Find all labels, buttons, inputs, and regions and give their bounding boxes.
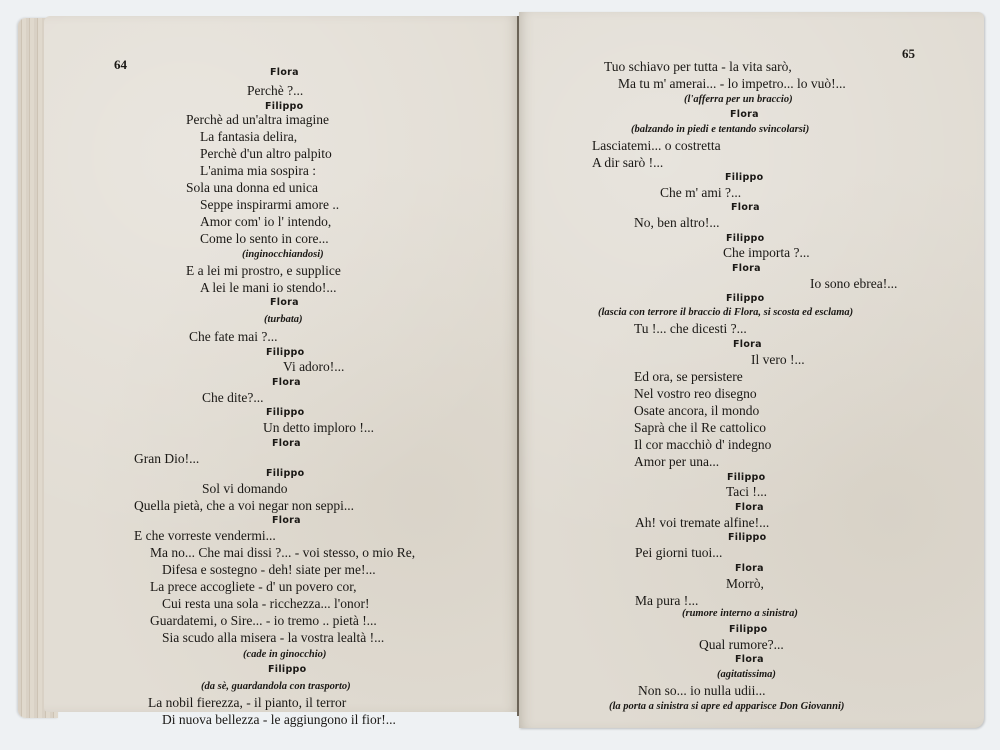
speaker-name: Flora xyxy=(731,202,760,213)
verse-line: E a lei mi prostro, e supplice xyxy=(186,263,341,278)
verse-line: Tuo schiavo per tutta - la vita sarò, xyxy=(604,59,792,74)
speaker-name: Filippo xyxy=(727,472,766,483)
verse-line: Ma tu m' amerai... - lo impetro... lo vuò!... xyxy=(618,76,846,91)
verse-line: Lasciatemi... o costretta xyxy=(592,138,721,153)
verse-line: Sol vi domando xyxy=(202,481,288,496)
verse-line: Saprà che il Re cattolico xyxy=(634,420,766,435)
speaker-name: Filippo xyxy=(725,172,764,183)
verse-line: Il vero !... xyxy=(751,352,805,367)
verse-line: Un detto imploro !... xyxy=(263,420,374,435)
verse-line: Quella pietà, che a voi negar non seppi... xyxy=(134,498,355,513)
verse-line: Seppe inspirarmi amore .. xyxy=(200,197,340,212)
speaker-name: Filippo xyxy=(266,347,305,358)
verse-line: A dir sarò !... xyxy=(592,155,664,170)
speaker-name: Flora xyxy=(270,297,299,308)
speaker-name: Filippo xyxy=(266,468,305,479)
stage-direction: (rumore interno a sinistra) xyxy=(682,608,798,619)
verse-line: Come lo sento in core... xyxy=(200,231,329,246)
verse-line: Che fate mai ?... xyxy=(189,329,278,344)
speaker-name: Filippo xyxy=(726,233,765,244)
speaker-name: Flora xyxy=(730,109,759,120)
verse-line: A lei le mani io stendo!... xyxy=(200,280,337,295)
speaker-name: Filippo xyxy=(265,101,304,112)
verse-line: Nel vostro reo disegno xyxy=(634,386,757,401)
verse-line: Il cor macchiò d' indegno xyxy=(634,437,772,452)
speaker-name: Filippo xyxy=(726,293,765,304)
speaker-name: Flora xyxy=(732,263,761,274)
verse-line: Perchè ad un'altra imagine xyxy=(186,112,329,127)
verse-line: La nobil fierezza, - il pianto, il terror xyxy=(148,695,347,710)
verse-line: Io sono ebrea!... xyxy=(810,276,898,291)
verse-line: La fantasia delira, xyxy=(200,129,298,144)
verse-line: Tu !... che dicesti ?... xyxy=(634,321,747,336)
stage-direction: (da sè, guardandola con trasporto) xyxy=(201,681,351,692)
verse-line: Non so... io nulla udii... xyxy=(638,683,766,698)
verse-line: Che importa ?... xyxy=(723,245,810,260)
verse-line: Ah! voi tremate alfine!... xyxy=(635,515,770,530)
speaker-name: Flora xyxy=(272,438,301,449)
verse-line: Vi adoro!... xyxy=(283,359,345,374)
verse-line: E che vorreste vendermi... xyxy=(134,528,276,543)
stage-direction: (cade in ginocchio) xyxy=(243,649,327,660)
speaker-name: Flora xyxy=(272,515,301,526)
speaker-name: Flora xyxy=(733,339,762,350)
verse-line: Amor per una... xyxy=(634,454,720,469)
stage-direction: (la porta a sinistra si apre ed apparisce Don Giovanni) xyxy=(609,701,845,712)
page-number-left: 64 xyxy=(114,57,127,72)
stage-direction: (agitatissima) xyxy=(717,669,776,680)
speaker-name: Flora xyxy=(270,67,299,78)
speaker-name: Filippo xyxy=(266,407,305,418)
speaker-name: Filippo xyxy=(728,532,767,543)
stage-direction: (turbata) xyxy=(264,314,303,325)
stage-direction: (lascia con terrore il braccio di Flora, si scosta ed esclama) xyxy=(598,307,854,318)
verse-line: La prece accogliete - d' un povero cor, xyxy=(150,579,357,594)
stage-direction: (balzando in piedi e tentando svincolarsi) xyxy=(631,124,810,135)
verse-line: Osate ancora, il mondo xyxy=(634,403,760,418)
book-gutter xyxy=(517,16,519,716)
verse-line: Cui resta una sola - ricchezza... l'onor! xyxy=(162,596,370,611)
verse-line: Di nuova bellezza - le aggiungono il fior!... xyxy=(162,712,396,727)
verse-line: Taci !... xyxy=(726,484,768,499)
speaker-name: Filippo xyxy=(729,624,768,635)
verse-line: Perchè d'un altro palpito xyxy=(200,146,332,161)
verse-line: Pei giorni tuoi... xyxy=(635,545,723,560)
speaker-name: Flora xyxy=(272,377,301,388)
verse-line: Difesa e sostegno - deh! siate per me!... xyxy=(162,562,376,577)
stage-direction: (l'afferra per un braccio) xyxy=(684,94,793,105)
verse-line: Che m' ami ?... xyxy=(660,185,742,200)
verse-line: Sia scudo alla misera - la vostra lealtà !... xyxy=(162,630,385,645)
speaker-name: Filippo xyxy=(268,664,307,675)
verse-line: Amor com' io l' intendo, xyxy=(200,214,332,229)
verse-line: Guardatemi, o Sire... - io tremo .. pietà !... xyxy=(150,613,377,628)
verse-line: Ma pura !... xyxy=(635,593,699,608)
verse-line: Che dite?... xyxy=(202,390,264,405)
verse-line: Perchè ?... xyxy=(247,83,304,98)
verse-line: Morrò, xyxy=(726,576,764,591)
page-number-right: 65 xyxy=(902,46,915,61)
verse-line: No, ben altro!... xyxy=(634,215,720,230)
verse-line: Ed ora, se persistere xyxy=(634,369,743,384)
speaker-name: Flora xyxy=(735,502,764,513)
speaker-name: Flora xyxy=(735,563,764,574)
verse-line: Sola una donna ed unica xyxy=(186,180,318,195)
stage-direction: (inginocchiandosi) xyxy=(242,249,324,260)
verse-line: Ma no... Che mai dissi ?... - voi stesso, o mio Re, xyxy=(150,545,416,560)
verse-line: Qual rumore?... xyxy=(699,637,784,652)
verse-line: Gran Dio!... xyxy=(134,451,200,466)
speaker-name: Flora xyxy=(735,654,764,665)
verse-line: L'anima mia sospira : xyxy=(200,163,317,178)
